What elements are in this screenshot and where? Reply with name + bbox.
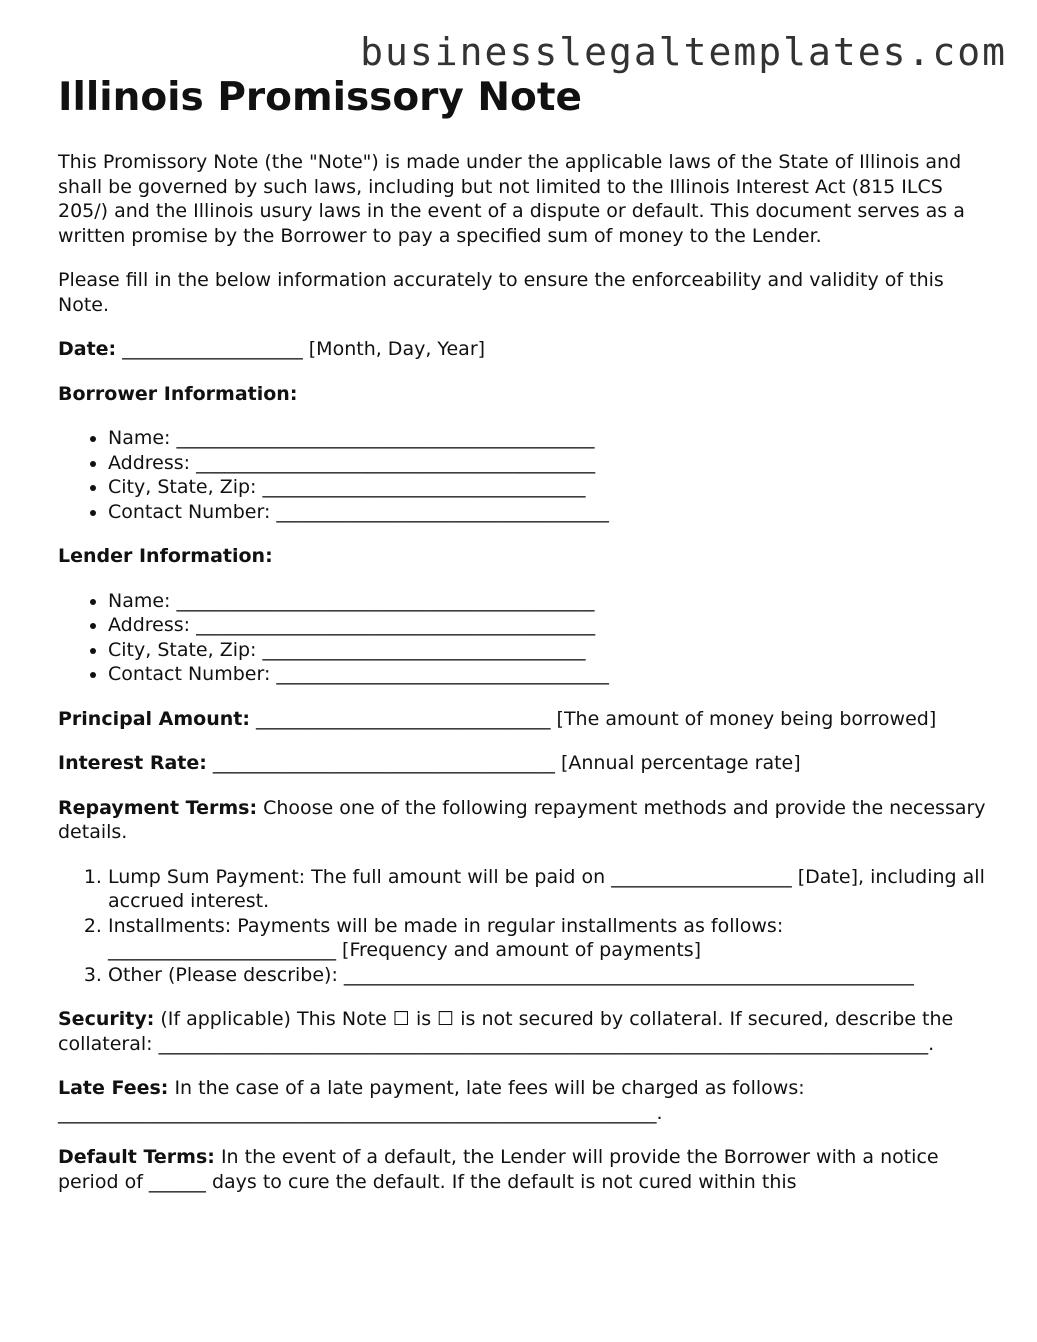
security-paragraph bbox=[58, 1007, 988, 1056]
document-page bbox=[58, 74, 988, 1214]
default-terms-label: Default Terms: bbox=[58, 1146, 215, 1168]
borrower-city-item: • City, State, Zip: __________________________________ bbox=[108, 475, 988, 500]
default-terms-text: In the event of a default, the Lender will provide the Borrower with a notice period of ______ days to cure the default. If the default is not cured within this bbox=[58, 1146, 939, 1193]
borrower-heading bbox=[58, 382, 988, 407]
borrower-contact-item: • Contact Number: ___________________________________ bbox=[108, 500, 988, 525]
lender-city-item: • City, State, Zip: __________________________________ bbox=[108, 638, 988, 663]
principal-field bbox=[58, 707, 988, 732]
lender-contact-item: • Contact Number: ___________________________________ bbox=[108, 662, 988, 687]
interest-text: ____________________________________ [Annual percentage rate] bbox=[212, 752, 801, 774]
repayment-option-lump-sum: 1. Lump Sum Payment: The full amount will be paid on ___________________ [Date], including all accrued interest. bbox=[108, 865, 988, 914]
date-label: Date: bbox=[58, 338, 117, 360]
repayment-option-installments: 2. Installments: Payments will be made in regular installments as follows: ________________________ [Frequency and amount of payments] bbox=[108, 914, 988, 963]
default-terms-paragraph bbox=[58, 1145, 988, 1194]
lender-address-item: • Address: __________________________________________ bbox=[108, 613, 988, 638]
borrower-name-item: • Name: ____________________________________________ bbox=[108, 426, 988, 451]
late-fees-text: In the case of a late payment, late fees will be charged as follows: _______________________________________________________________. bbox=[58, 1077, 805, 1124]
lender-heading-text: Lender Information: bbox=[58, 545, 273, 567]
date-hint: [Month, Day, Year] bbox=[308, 338, 486, 360]
principal-label: Principal Amount: bbox=[58, 707, 250, 730]
lender-name-item: • Name: ____________________________________________ bbox=[108, 589, 988, 614]
borrower-heading-text: Borrower Information: bbox=[58, 382, 298, 405]
repayment-option-other: 3. Other (Please describe): ____________________________________________________________ bbox=[108, 963, 988, 988]
lender-list bbox=[58, 589, 988, 687]
site-watermark: businesslegaltemplates.com bbox=[360, 30, 1007, 74]
instructions-paragraph: Please fill in the below information accurately to ensure the enforceability and validity of this Note. bbox=[58, 269, 944, 316]
late-fees-paragraph bbox=[58, 1076, 988, 1125]
security-text: (If applicable) This Note ☐ is ☐ is not secured by collateral. If secured, describe the collateral: _________________________________________________________________________________. bbox=[58, 1008, 954, 1055]
interest-label: Interest Rate: bbox=[58, 752, 207, 774]
repayment-text: Choose one of the following repayment methods and provide the necessary details. bbox=[58, 796, 986, 843]
intro-paragraph: This Promissory Note (the "Note") is made under the applicable laws of the State of Illinois and shall be governed by such laws, including but not limited to the Illinois Interest Act (815 ILCS 205/) and the Illinois usury laws in the event of a dispute or default. This document serves as a written promise by the Borrower to pay a specified sum of money to the Lender. bbox=[58, 151, 965, 247]
repayment-options bbox=[58, 865, 988, 988]
lender-heading bbox=[58, 544, 988, 569]
security-label: Security: bbox=[58, 1008, 155, 1030]
document-title: Illinois Promissory Note bbox=[58, 75, 582, 120]
borrower-address-item: • Address: __________________________________________ bbox=[108, 451, 988, 476]
repayment-paragraph bbox=[58, 796, 988, 845]
repayment-label: Repayment Terms: bbox=[58, 796, 258, 819]
late-fees-label: Late Fees: bbox=[58, 1077, 169, 1099]
borrower-list bbox=[58, 426, 988, 524]
date-blank: ___________________ bbox=[122, 338, 303, 360]
principal-text: _______________________________ [The amount of money being borrowed] bbox=[256, 707, 937, 730]
date-field bbox=[58, 337, 988, 362]
interest-field bbox=[58, 751, 988, 776]
